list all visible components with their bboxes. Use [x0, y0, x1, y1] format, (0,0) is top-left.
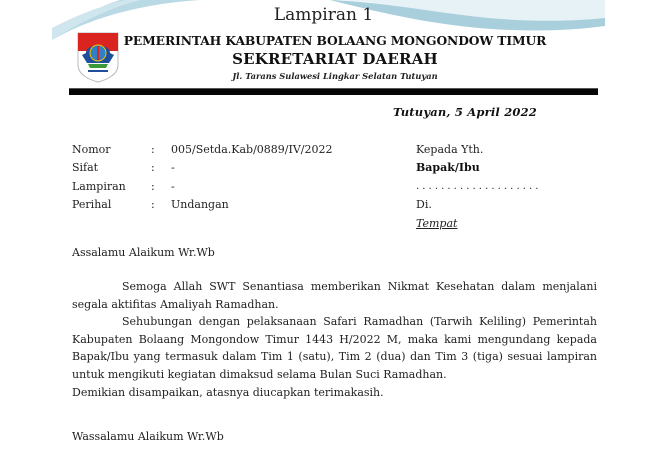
meta-row-lampiran — [72, 177, 332, 196]
body-paragraph-1: Semoga Allah SWT Senantiasa memberikan Nikmat Kesehatan dalam menjalani segala aktifitas Amaliyah Ramadhan. — [72, 280, 597, 311]
agency-name: PEMERINTAH KABUPATEN BOLAANG MONGONDOW TIMUR — [123, 33, 547, 48]
recipient-name: Bapak/Ibu — [416, 161, 480, 175]
letter-date: Tutuyan, 5 April 2022 — [393, 105, 538, 119]
regency-emblem-icon — [76, 31, 120, 83]
recipient-dots: .................... — [416, 180, 542, 192]
meta-value: Undangan — [171, 198, 229, 212]
meta-value: - — [171, 161, 175, 175]
office-address: Jl. Tarans Sulawesi Lingkar Selatan Tutuyan — [232, 71, 438, 81]
meta-colon: : — [151, 142, 155, 156]
body-paragraph-3: Demikian disampaikan, atasnya diucapkan terimakasih. — [72, 385, 384, 399]
recipient-block — [416, 140, 542, 233]
opening-greeting: Assalamu Alaikum Wr.Wb — [72, 246, 215, 259]
meta-value: 005/Setda.Kab/0889/IV/2022 — [171, 142, 333, 156]
closing-greeting: Wassalamu Alaikum Wr.Wb — [72, 430, 224, 443]
meta-row-nomor — [72, 140, 332, 159]
letterhead — [120, 33, 550, 81]
meta-value: - — [171, 179, 175, 193]
meta-row-sifat — [72, 159, 332, 178]
recipient-to: Kepada Yth. — [416, 142, 484, 156]
meta-label: Sifat — [72, 161, 99, 175]
letter-meta — [72, 140, 332, 214]
recipient-at: Di. — [416, 198, 432, 212]
meta-label: Nomor — [72, 142, 111, 156]
meta-label: Lampiran — [72, 179, 126, 193]
meta-colon: : — [151, 179, 155, 193]
meta-label: Perihal — [72, 198, 112, 212]
letterhead-rule — [69, 88, 598, 95]
meta-colon: : — [151, 161, 155, 175]
body-paragraph-2: Sehubungan dengan pelaksanaan Safari Ramadhan (Tarwih Keliling) Pemerintah Kabupaten Bolaang Mongondow Timur 1443 H/2022 M, maka kami mengundang kepada Bapak/Ibu yang termasuk dalam Tim 1 (satu), Tim 2 (dua) dan Tim 3 (tiga) sesuai lampiran untuk mengikuti kegiatan dimaksud selama Bulan Suci Ramadhan. — [72, 315, 597, 381]
office-name: SEKRETARIAT DAERAH — [232, 50, 438, 68]
recipient-place: Tempat — [416, 216, 458, 230]
attachment-title: Lampiran 1 — [273, 5, 374, 25]
letter-body — [72, 278, 597, 401]
meta-row-perihal — [72, 196, 332, 215]
meta-colon: : — [151, 198, 155, 212]
